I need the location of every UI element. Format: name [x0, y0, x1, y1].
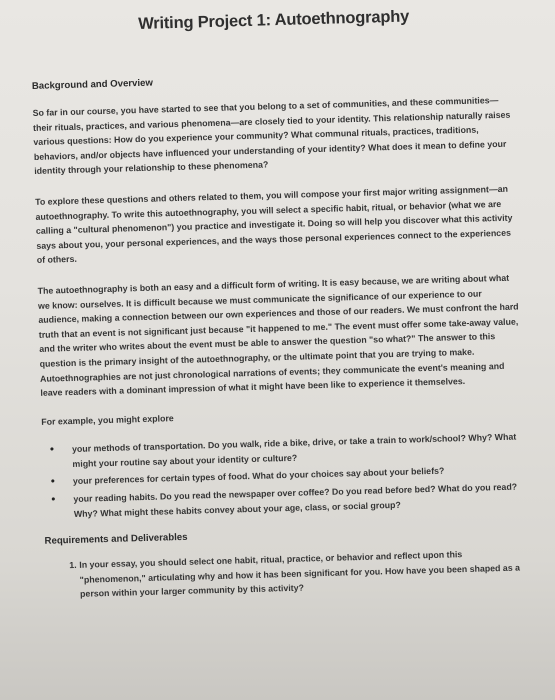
assignment-paragraph: To explore these questions and others related to them, you will compose your first major writing assignment—an autoethnography. To write this autoethnography, you will select a specific habit, ritual, or behavior (what we are calling a "cultural phenomenon") you practice and investigate it. Doing so will help you discover what this activity says about you, your personal experiences, and the ways those personal experiences connect to the experiences of others.	[34, 183, 513, 266]
background-heading: Background and Overview	[31, 77, 154, 92]
document-content	[30, 4, 530, 605]
list-item-text: your preferences for certain types of food. What do your choices say about your beliefs?	[72, 466, 445, 487]
examples-list	[42, 430, 528, 522]
requirements-heading: Requirements and Deliverables	[44, 532, 188, 548]
list-item-number: 1.	[69, 560, 77, 571]
bullet-icon: •	[49, 443, 55, 456]
bullet-icon: •	[51, 493, 56, 506]
example-intro: For example, you might explore	[41, 412, 174, 427]
autoethnography-paragraph: The autoethnography is both an easy and a difficult form of writing. It is easy because, we are writing about what we know: ourselves. It is difficult because we must communicate the significance of our experience to our audience, making a connection between our own experiences and those of our readers. We must confront the hard truth that an event is not significant just because "it happened to me." The event must offer some take-away value, and the writer who writes about the event must be able to answer the question "so what?" The answer to this question is the primary insight of the autoethnography, or the ultimate point that you are trying to make. Autoethnographies are not just chronological narrations of events; they communicate the event's meaning and leave readers with a dominant impression of what it might have been like to experience it themselves.	[37, 272, 519, 398]
page-title: Writing Project 1: Autoethnography	[137, 7, 410, 33]
intro-paragraph: So far in our course, you have started to see that you belong to a set of communities, and these communities—their rituals, practices, and various phenomena—are closely tied to your identity. This relationship naturally raises various questions: How do you experience your community? What communal rituals, practices, traditions, behaviors, and/or objects have influenced your understanding of your identity? What does it mean to define your identity through your relationship to these phenomena?	[32, 94, 511, 177]
requirements-list	[45, 546, 530, 603]
list-item	[69, 546, 530, 603]
list-item-text: In your essay, you should select one habit, ritual, practice, or behavior and reflect upon this "phenomenon," articulating why and how it has been significant for you. How have you been shaped as a person within your larger community by this activity?	[79, 549, 521, 600]
list-item-text: your reading habits. Do you read the newspaper over coffee? Do you read before bed? What do you read? Why? What might these habits convey about your age, class, or social group?	[73, 481, 518, 519]
bullet-icon: •	[50, 475, 55, 489]
list-item-text: your methods of transportation. Do you walk, ride a bike, drive, or take a train to work/school? Why? What might your routine say about your identity or culture?	[71, 431, 517, 469]
